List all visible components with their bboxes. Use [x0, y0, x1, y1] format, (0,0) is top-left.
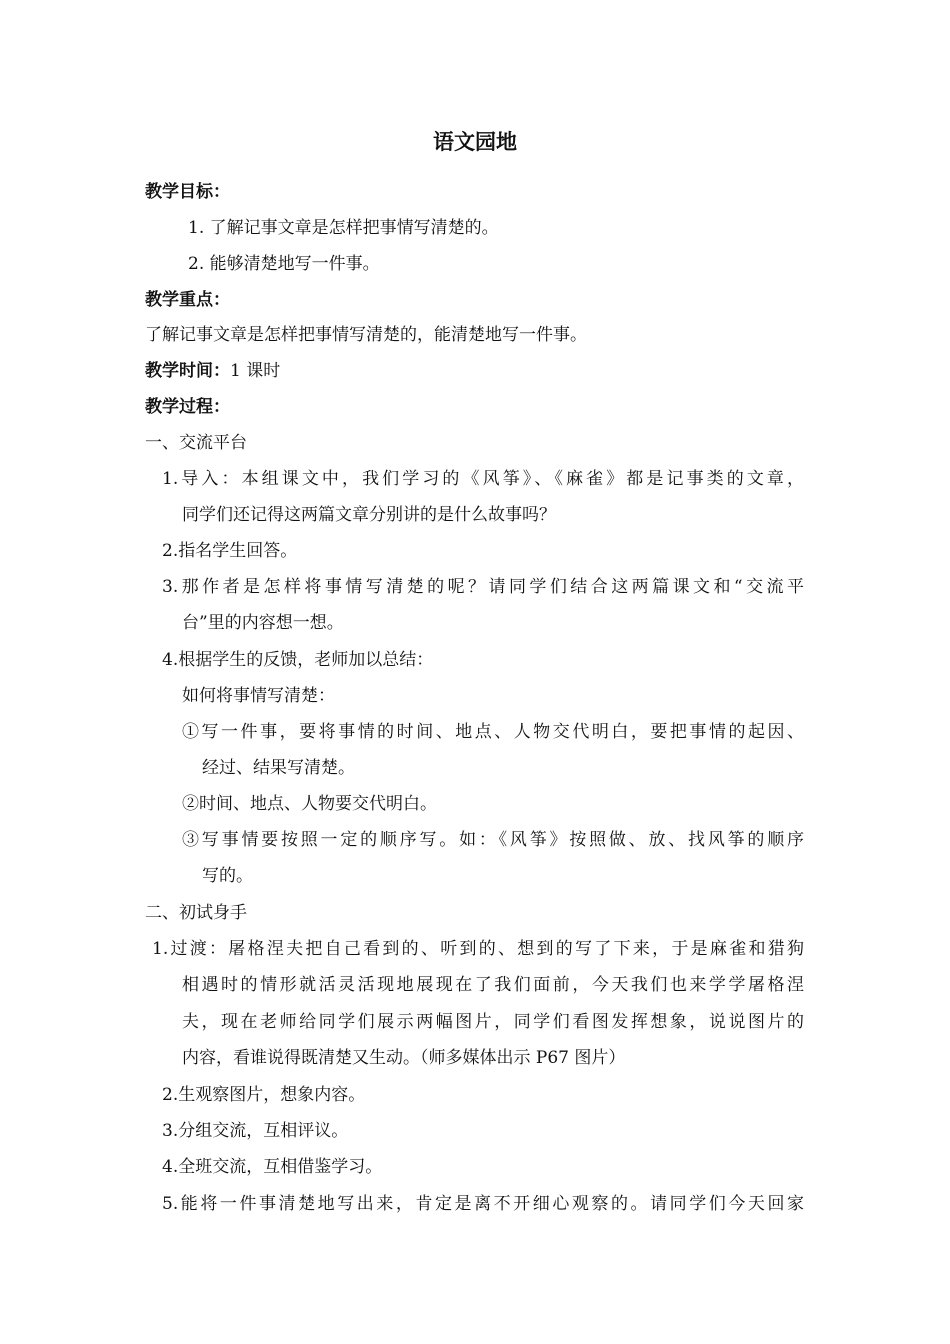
section2-item1-line1: 1.过渡：屠格涅夫把自己看到的、听到的、想到的写了下来，于是麻雀和猎狗: [152, 939, 804, 959]
section1-item2: 2.指名学生回答。: [162, 541, 298, 561]
summary-point1-line2: 经过、结果写清楚。: [202, 758, 355, 778]
summary-intro: 如何将事情写清楚：: [182, 686, 335, 706]
section1-item1-line2: 同学们还记得这两篇文章分别讲的是什么故事吗？: [182, 505, 556, 525]
section2-item5: 5.能将一件事清楚地写出来，肯定是离不开细心观察的。请同学们今天回家: [162, 1194, 804, 1214]
summary-point3-line1: ③写事情要按照一定的顺序写。如：《风筝》按照做、放、找风筝的顺序: [182, 830, 804, 850]
section1-item4-line1: 4.根据学生的反馈，老师加以总结：: [162, 650, 434, 670]
objective-item-2: 2. 能够清楚地写一件事。: [188, 254, 380, 274]
focus-heading: 教学重点：: [145, 290, 230, 310]
time-heading: 教学时间：: [145, 361, 230, 381]
section2-heading: 二、初试身手: [145, 903, 247, 923]
summary-point2: ②时间、地点、人物要交代明白。: [182, 794, 437, 814]
section2-item1-line3: 夫，现在老师给同学们展示两幅图片，同学们看图发挥想象，说说图片的: [182, 1012, 804, 1032]
section2-item1-line4: 内容，看谁说得既清楚又生动。（师多媒体出示 P67 图片）: [182, 1048, 626, 1068]
time-row: [145, 359, 280, 383]
document-title: 语文园地: [433, 129, 517, 154]
summary-point1-line1: ①写一件事，要将事情的时间、地点、人物交代明白，要把事情的起因、: [182, 722, 804, 742]
objectives-heading: 教学目标：: [145, 182, 230, 202]
objective-item-1: 1. 了解记事文章是怎样把事情写清楚的。: [188, 218, 499, 238]
section2-item2: 2.生观察图片，想象内容。: [162, 1085, 366, 1105]
section1-item3-line1: 3.那作者是怎样将事情写清楚的呢？请同学们结合这两篇课文和“交流平: [162, 577, 804, 597]
section1-item1-line1: 1.导入：本组课文中，我们学习的《风筝》、《麻雀》都是记事类的文章，: [162, 469, 804, 489]
section2-item4: 4.全班交流，互相借鉴学习。: [162, 1157, 383, 1177]
section1-heading: 一、交流平台: [145, 433, 247, 453]
section1-item3-line2: 台”里的内容想一想。: [182, 613, 344, 633]
process-heading: 教学过程：: [145, 397, 230, 417]
focus-text: 了解记事文章是怎样把事情写清楚的，能清楚地写一件事。: [145, 325, 587, 345]
time-value: 1 课时: [230, 361, 281, 381]
section2-item3: 3.分组交流，互相评议。: [162, 1121, 349, 1141]
section2-item1-line2: 相遇时的情形就活灵活现地展现在了我们面前，今天我们也来学学屠格涅: [182, 975, 804, 995]
summary-point3-line2: 写的。: [202, 866, 253, 886]
